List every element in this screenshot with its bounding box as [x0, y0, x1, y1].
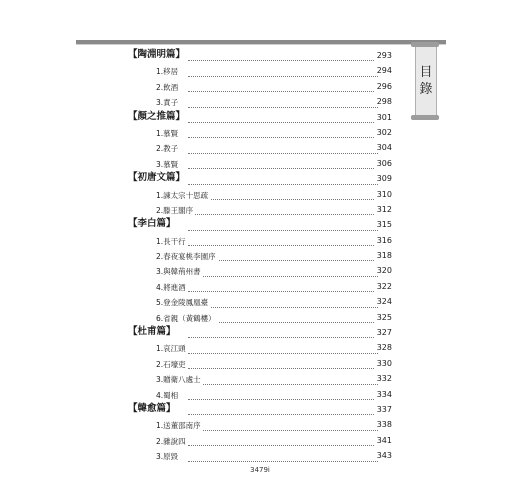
toc-page-number: 294 [376, 66, 392, 76]
toc-item [128, 417, 392, 432]
toc-item [128, 202, 392, 217]
toc-title: 【初唐文篇】 [128, 172, 186, 184]
toc-item [128, 63, 392, 78]
dot-leader [188, 76, 378, 77]
toc-section [128, 48, 392, 63]
toc-title: 【李白篇】 [128, 218, 176, 230]
toc-title: 4.將進酒 [156, 282, 186, 292]
toc-title: 1.諫太宗十思疏 [156, 190, 209, 200]
dot-leader [188, 137, 378, 138]
toc-item [128, 79, 392, 94]
scroll-char-1: 目 [419, 65, 433, 80]
toc-title: 5.登金陵鳳凰臺 [156, 298, 209, 308]
toc-title: 1.移居 [156, 67, 179, 77]
toc-title: 2.飲酒 [156, 82, 179, 92]
toc-page-number: 334 [376, 389, 392, 399]
toc-item [128, 448, 392, 463]
dot-leader [188, 399, 378, 400]
toc-item [128, 387, 392, 402]
toc-page-number: 324 [376, 297, 392, 307]
dot-leader [188, 199, 378, 200]
toc-item [128, 187, 392, 202]
toc-title: 4.蜀相 [156, 390, 179, 400]
toc-page-number: 327 [376, 328, 392, 338]
toc-page-number: 309 [376, 174, 392, 184]
toc-title: 【顏之推篇】 [128, 110, 186, 122]
toc-item [128, 248, 392, 263]
dot-leader [188, 368, 378, 369]
toc-page-number: 306 [376, 158, 392, 168]
dot-leader [188, 91, 378, 92]
toc-page-number: 322 [376, 281, 392, 291]
toc-item [128, 310, 392, 325]
toc-title: 3.與韓荊州書 [156, 267, 201, 277]
toc-item [128, 433, 392, 448]
toc-title: 1.哀江頭 [156, 344, 186, 354]
dot-leader [188, 168, 378, 169]
toc-page-number: 325 [376, 312, 392, 322]
toc-page-number: 293 [376, 51, 392, 60]
toc-section [128, 110, 392, 125]
toc-page-number: 301 [376, 112, 392, 122]
toc-page-number: 312 [376, 204, 392, 214]
toc-item [128, 371, 392, 386]
dot-leader [188, 60, 378, 61]
table-of-contents [128, 48, 392, 464]
dot-leader [188, 430, 378, 431]
dot-leader [188, 461, 378, 462]
toc-page-number: 298 [376, 97, 392, 107]
dot-leader [188, 414, 378, 415]
toc-section [128, 402, 392, 417]
dot-leader [188, 245, 378, 246]
toc-title: 【杜甫篇】 [128, 326, 176, 338]
toc-title: 【韓愈篇】 [128, 402, 176, 414]
toc-title: 3.贈衛八處士 [156, 375, 201, 385]
toc-item [128, 356, 392, 371]
dot-leader [188, 107, 378, 108]
dot-leader [188, 184, 378, 185]
toc-title: 2.教子 [156, 144, 179, 154]
dot-leader [188, 337, 378, 338]
scroll-paper [415, 47, 437, 115]
toc-title: 2.滕王閣序 [156, 205, 194, 215]
dot-leader [188, 291, 378, 292]
toc-page-number: 328 [376, 343, 392, 353]
dot-leader [188, 153, 378, 154]
toc-title: 3.責子 [156, 98, 179, 108]
toc-page-number: 302 [376, 127, 392, 137]
toc-title: 1.長干行 [156, 236, 186, 246]
toc-title: 1.慕賢 [156, 128, 179, 138]
toc-title: 【陶淵明篇】 [128, 49, 186, 60]
dot-leader [188, 307, 378, 308]
scroll-char-2: 錄 [419, 82, 433, 97]
toc-title: 6.省親（黃鶴樓） [156, 313, 216, 323]
toc-title: 2.春夜宴桃李園序 [156, 252, 216, 262]
dot-leader [188, 230, 378, 231]
dot-leader [188, 384, 378, 385]
toc-page-number: 315 [376, 220, 392, 230]
toc-title: 2.雜說四 [156, 436, 186, 446]
toc-section [128, 171, 392, 186]
dot-leader [188, 214, 378, 215]
toc-page-number: 296 [376, 81, 392, 91]
page-number: 3479i [250, 466, 270, 474]
toc-section [128, 217, 392, 232]
toc-item [128, 279, 392, 294]
toc-title: 3.慕賢 [156, 159, 179, 169]
toc-item [128, 140, 392, 155]
toc-page-number: 318 [376, 251, 392, 261]
dot-leader [188, 445, 378, 446]
dot-leader [188, 122, 378, 123]
toc-page-number: 304 [376, 143, 392, 153]
toc-item [128, 125, 392, 140]
contents-scroll-tab [413, 42, 437, 120]
toc-page-number: 316 [376, 235, 392, 245]
scroll-rod-bottom [411, 115, 439, 120]
toc-page-number: 330 [376, 358, 392, 368]
toc-title: 1.送董邵南序 [156, 421, 201, 431]
toc-title: 3.原毀 [156, 452, 179, 462]
toc-page-number: 338 [376, 420, 392, 430]
toc-page-number: 341 [376, 435, 392, 445]
toc-page-number: 337 [376, 404, 392, 414]
toc-page-number: 332 [376, 374, 392, 384]
toc-item [128, 156, 392, 171]
toc-page-number: 320 [376, 266, 392, 276]
toc-item [128, 233, 392, 248]
toc-item [128, 340, 392, 355]
toc-item [128, 94, 392, 109]
dot-leader [188, 353, 378, 354]
toc-page-number: 310 [376, 189, 392, 199]
toc-item [128, 263, 392, 278]
dot-leader [188, 276, 378, 277]
top-rule-shadow [76, 44, 446, 45]
toc-title: 2.石壕吏 [156, 359, 186, 369]
toc-page-number: 343 [376, 451, 392, 461]
toc-section [128, 325, 392, 340]
toc-item [128, 294, 392, 309]
